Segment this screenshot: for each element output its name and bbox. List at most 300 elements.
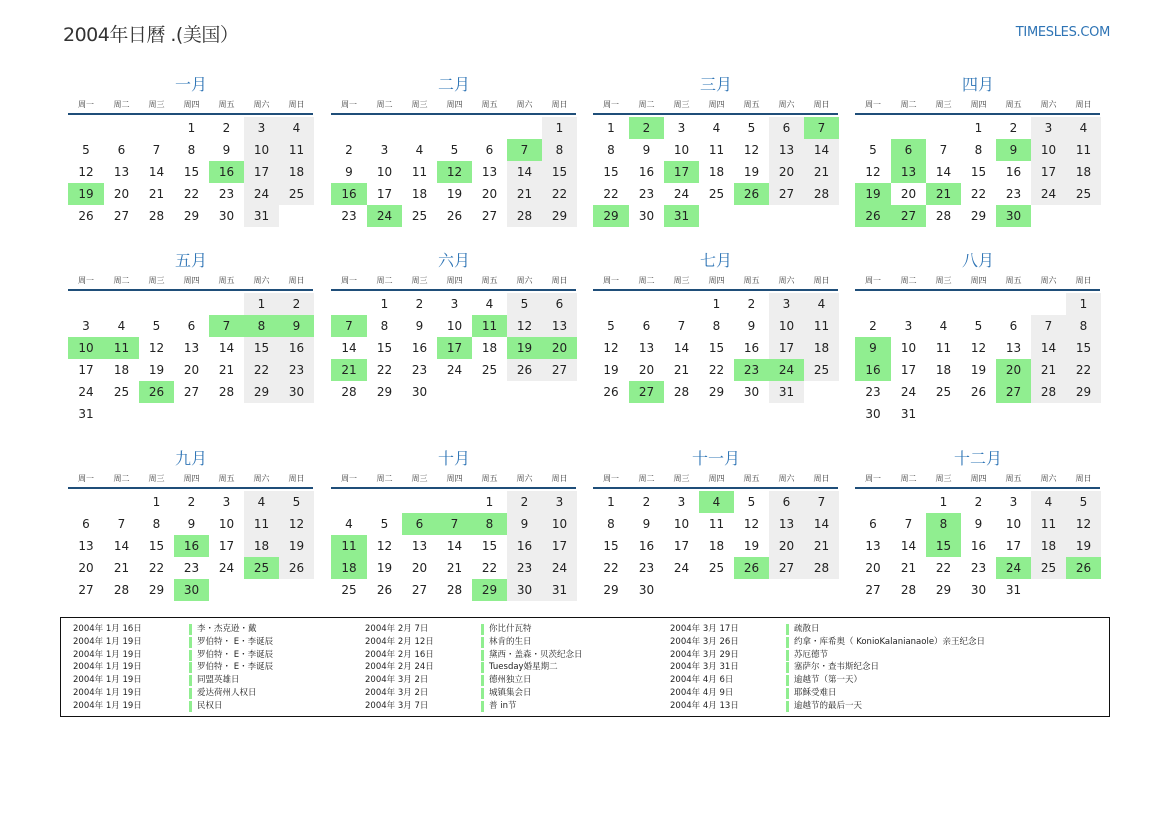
day-cell: 16 <box>638 539 655 553</box>
day-cell: 24 <box>673 187 690 201</box>
weekday-label: 周三 <box>148 100 165 109</box>
week-row <box>68 557 314 579</box>
day-cell: 31 <box>664 205 699 227</box>
day-cell: 9 <box>187 517 196 531</box>
day-cell: 21 <box>804 161 839 183</box>
month-11 <box>593 448 839 601</box>
weekday-label: 周四 <box>970 276 987 285</box>
week-row <box>593 337 839 359</box>
day-cell: 21 <box>900 561 917 575</box>
day-cell: 2 <box>507 491 542 513</box>
day-cell: 11 <box>279 139 314 161</box>
day-cell: 5 <box>152 319 161 333</box>
day-cell: 23 <box>341 209 357 223</box>
day-cell: 10 <box>673 143 690 157</box>
header-divider <box>331 113 576 115</box>
day-cell: 18 <box>804 337 839 359</box>
day-cell: 10 <box>1005 517 1022 531</box>
week-row <box>331 139 577 161</box>
holiday-marker <box>481 624 484 635</box>
month-name: 十二月 <box>953 449 1002 468</box>
weekday-label: 周四 <box>183 100 200 109</box>
brand-link[interactable]: TIMESLES.COM <box>1015 25 1110 40</box>
weekday-label: 周日 <box>1075 100 1092 109</box>
week-row <box>593 161 839 183</box>
day-cell: 29 <box>593 205 629 227</box>
empty-day-cell <box>926 403 961 425</box>
day-cell: 25 <box>279 183 314 205</box>
weekday-label: 周一 <box>603 276 619 285</box>
week-row <box>68 205 314 227</box>
weekday-label: 周三 <box>673 474 690 483</box>
day-cell: 22 <box>603 561 619 575</box>
week-row <box>855 403 1101 425</box>
weekday-label: 周六 <box>778 100 795 109</box>
holiday-marker <box>189 650 192 661</box>
holiday-date: 2004年 1月 19日 <box>73 700 142 711</box>
day-cell: 15 <box>1066 337 1101 359</box>
holiday-marker <box>189 688 192 699</box>
holiday-date: 2004年 1月 19日 <box>73 636 142 647</box>
empty-day-cell <box>961 293 996 315</box>
day-cell: 16 <box>209 161 244 183</box>
day-cell: 31 <box>769 381 804 403</box>
day-cell: 4 <box>244 491 279 513</box>
day-cell: 15 <box>970 165 987 179</box>
day-cell: 26 <box>78 209 94 223</box>
day-cell: 9 <box>974 517 983 531</box>
weekday-label: 周日 <box>813 100 830 109</box>
day-cell: 21 <box>1031 359 1066 381</box>
empty-day-cell <box>367 117 402 139</box>
day-cell: 11 <box>104 337 139 359</box>
weekday-label: 周一 <box>603 100 619 109</box>
weekday-label: 周一 <box>78 276 94 285</box>
day-cell: 2 <box>974 495 983 509</box>
day-cell: 18 <box>708 165 725 179</box>
day-cell: 5 <box>974 319 983 333</box>
day-cell: 29 <box>183 209 200 223</box>
day-cell: 25 <box>244 557 279 579</box>
day-cell: 6 <box>402 513 437 535</box>
week-row <box>331 161 577 183</box>
empty-day-cell <box>855 117 891 139</box>
holiday-row <box>61 687 273 700</box>
day-cell: 1 <box>607 121 615 135</box>
week-row <box>331 381 577 403</box>
holiday-marker <box>786 675 789 686</box>
day-cell: 2 <box>415 297 424 311</box>
weekday-label: 周四 <box>708 474 725 483</box>
day-cell: 17 <box>673 539 690 553</box>
holiday-row <box>658 700 985 713</box>
day-cell: 6 <box>642 319 651 333</box>
holiday-date: 2004年 4月 9日 <box>670 687 734 698</box>
empty-day-cell <box>402 491 437 513</box>
holiday-name: 约拿・库希奥（ KonioKalanianaole）亲王纪念日 <box>794 636 986 647</box>
holiday-marker <box>786 650 789 661</box>
holiday-marker <box>786 701 789 712</box>
day-cell: 25 <box>1031 557 1066 579</box>
empty-day-cell <box>68 293 104 315</box>
day-cell: 27 <box>629 381 664 403</box>
day-cell: 21 <box>331 359 367 381</box>
day-cell: 7 <box>677 319 686 333</box>
day-cell: 30 <box>279 381 314 403</box>
week-row <box>68 403 314 425</box>
empty-day-cell <box>279 403 314 425</box>
day-cell: 20 <box>769 535 804 557</box>
day-cell: 17 <box>244 161 279 183</box>
month-12 <box>855 448 1101 601</box>
day-cell: 3 <box>1009 495 1018 509</box>
weekday-label: 周二 <box>113 276 130 285</box>
day-cell: 11 <box>331 535 367 557</box>
holiday-column <box>658 623 985 713</box>
weekday-header <box>855 98 1101 112</box>
day-cell: 2 <box>642 495 651 509</box>
day-cell: 16 <box>174 535 209 557</box>
weekday-label: 周二 <box>900 100 917 109</box>
holiday-row <box>658 623 985 636</box>
holiday-date: 2004年 3月 7日 <box>365 700 429 711</box>
day-cell: 23 <box>638 561 655 575</box>
empty-day-cell <box>437 491 472 513</box>
empty-day-cell <box>629 293 664 315</box>
holiday-marker <box>786 662 789 673</box>
weekday-label: 周日 <box>551 474 568 483</box>
day-cell: 17 <box>218 539 235 553</box>
empty-day-cell <box>139 117 174 139</box>
day-cell: 16 <box>507 535 542 557</box>
day-cell: 14 <box>804 513 839 535</box>
weekday-label: 周五 <box>481 474 498 483</box>
day-cell: 4 <box>279 117 314 139</box>
day-cell: 8 <box>1066 315 1101 337</box>
day-cell: 12 <box>743 143 760 157</box>
week-row <box>855 337 1101 359</box>
day-cell: 9 <box>747 319 756 333</box>
day-cell: 9 <box>642 143 651 157</box>
day-cell: 5 <box>507 293 542 315</box>
weekday-label: 周三 <box>411 100 428 109</box>
holiday-marker <box>786 688 789 699</box>
day-cell: 22 <box>708 363 725 377</box>
day-cell: 27 <box>78 583 94 597</box>
day-cell: 27 <box>891 205 926 227</box>
day-cell: 11 <box>1066 139 1101 161</box>
day-cell: 17 <box>769 337 804 359</box>
day-cell: 2 <box>222 121 231 135</box>
day-cell: 23 <box>507 557 542 579</box>
day-cell: 10 <box>218 517 235 531</box>
day-cell: 2 <box>279 293 314 315</box>
empty-day-cell <box>891 491 926 513</box>
day-cell: 28 <box>446 583 463 597</box>
day-cell: 21 <box>507 183 542 205</box>
day-cell: 4 <box>699 491 734 513</box>
day-cell: 30 <box>174 579 209 601</box>
day-cell: 24 <box>1031 183 1066 205</box>
weekday-header <box>593 274 839 288</box>
day-cell: 24 <box>542 557 577 579</box>
week-row <box>593 205 839 227</box>
header-divider <box>68 487 313 489</box>
week-row <box>593 557 839 579</box>
day-cell: 7 <box>437 513 472 535</box>
month-name: 七月 <box>699 251 732 270</box>
month-name: 四月 <box>961 75 994 94</box>
day-cell: 10 <box>769 315 804 337</box>
day-cell: 17 <box>664 161 699 183</box>
day-cell: 19 <box>376 561 393 575</box>
day-cell: 30 <box>638 209 655 223</box>
day-cell: 26 <box>603 385 619 399</box>
day-cell: 18 <box>1031 535 1066 557</box>
holiday-marker <box>481 688 484 699</box>
day-cell: 13 <box>542 315 577 337</box>
empty-day-cell <box>593 293 629 315</box>
day-cell: 20 <box>996 359 1031 381</box>
empty-day-cell <box>437 117 472 139</box>
day-cell: 24 <box>900 385 917 399</box>
empty-day-cell <box>209 579 244 601</box>
month-4 <box>855 74 1101 227</box>
empty-day-cell <box>139 403 174 425</box>
holiday-name: 林肯的生日 <box>489 636 532 647</box>
day-cell: 1 <box>712 297 721 311</box>
day-cell: 24 <box>769 359 804 381</box>
empty-day-cell <box>139 293 174 315</box>
day-cell: 13 <box>769 139 804 161</box>
holiday-row <box>353 636 583 649</box>
week-row <box>331 491 577 513</box>
day-cell: 8 <box>712 319 721 333</box>
empty-day-cell <box>104 403 139 425</box>
day-cell: 22 <box>542 183 577 205</box>
day-cell: 3 <box>380 143 389 157</box>
weekday-label: 周一 <box>78 474 94 483</box>
week-row <box>68 315 314 337</box>
day-cell: 29 <box>542 205 577 227</box>
day-cell: 23 <box>638 187 655 201</box>
holiday-row <box>61 661 273 674</box>
day-cell: 1 <box>380 297 389 311</box>
empty-day-cell <box>699 579 734 601</box>
empty-day-cell <box>664 293 699 315</box>
week-row <box>68 183 314 205</box>
day-cell: 6 <box>187 319 196 333</box>
holiday-row <box>61 674 273 687</box>
week-row <box>331 359 577 381</box>
day-cell: 30 <box>507 579 542 601</box>
holiday-row <box>353 661 583 674</box>
day-cell: 22 <box>970 187 987 201</box>
header-divider <box>593 487 838 489</box>
month-10 <box>331 448 577 601</box>
day-cell: 1 <box>939 495 948 509</box>
weekday-header <box>593 98 839 112</box>
day-cell: 16 <box>411 341 428 355</box>
day-cell: 14 <box>218 341 235 355</box>
weekday-header <box>68 472 314 486</box>
month-name: 六月 <box>437 251 470 270</box>
day-cell: 25 <box>804 359 839 381</box>
day-cell: 12 <box>1066 513 1101 535</box>
day-cell: 25 <box>113 385 130 399</box>
day-cell: 7 <box>507 139 542 161</box>
empty-day-cell <box>174 293 209 315</box>
weekday-label: 周一 <box>341 100 357 109</box>
empty-day-cell <box>1031 293 1066 315</box>
day-cell: 12 <box>603 341 619 355</box>
empty-day-cell <box>279 205 314 227</box>
day-cell: 14 <box>804 139 839 161</box>
empty-day-cell <box>472 381 507 403</box>
weekday-label: 周六 <box>1040 276 1057 285</box>
weekday-label: 周二 <box>638 276 655 285</box>
weekday-label: 周三 <box>148 474 165 483</box>
week-row <box>855 513 1101 535</box>
week-row <box>593 381 839 403</box>
holiday-name: 普 in节 <box>489 700 517 711</box>
holiday-date: 2004年 3月 29日 <box>670 649 739 660</box>
day-cell: 23 <box>734 359 769 381</box>
weekday-label: 周五 <box>743 100 760 109</box>
day-cell: 16 <box>638 165 655 179</box>
empty-day-cell <box>174 403 209 425</box>
day-cell: 12 <box>970 341 987 355</box>
day-cell: 25 <box>935 385 952 399</box>
month-6 <box>331 250 577 403</box>
holiday-name: 爱达荷州人权日 <box>197 687 257 698</box>
empty-day-cell <box>104 117 139 139</box>
day-cell: 21 <box>218 363 235 377</box>
empty-day-cell <box>437 381 472 403</box>
day-cell: 20 <box>638 363 655 377</box>
holiday-row <box>658 649 985 662</box>
weekday-label: 周六 <box>778 276 795 285</box>
day-cell: 14 <box>507 161 542 183</box>
weekday-label: 周三 <box>148 276 165 285</box>
weekday-label: 周六 <box>253 276 270 285</box>
weekday-label: 周五 <box>1005 100 1022 109</box>
day-cell: 21 <box>148 187 165 201</box>
weekday-label: 周一 <box>603 474 619 483</box>
day-cell: 29 <box>1066 381 1101 403</box>
day-cell: 8 <box>607 517 615 531</box>
weekday-label: 周一 <box>341 276 357 285</box>
week-row <box>593 293 839 315</box>
day-cell: 24 <box>218 561 235 575</box>
day-cell: 9 <box>279 315 314 337</box>
day-cell: 1 <box>485 495 494 509</box>
holiday-date: 2004年 2月 12日 <box>365 636 434 647</box>
day-cell: 24 <box>78 385 94 399</box>
empty-day-cell <box>855 491 891 513</box>
day-cell: 7 <box>804 491 839 513</box>
weekday-label: 周六 <box>253 474 270 483</box>
day-cell: 5 <box>380 517 389 531</box>
holiday-row <box>353 674 583 687</box>
holiday-name: 罗伯特・ E・李诞辰 <box>197 636 274 647</box>
weekday-label: 周五 <box>1005 474 1022 483</box>
weekday-header <box>855 274 1101 288</box>
weekday-label: 周二 <box>113 474 130 483</box>
week-row <box>331 579 577 601</box>
weekday-label: 周一 <box>865 276 881 285</box>
week-row <box>68 293 314 315</box>
holiday-name: 罗伯特・ E・李诞辰 <box>197 649 274 660</box>
day-cell: 11 <box>1031 513 1066 535</box>
day-cell: 19 <box>855 183 891 205</box>
day-cell: 9 <box>507 513 542 535</box>
page-title: 2004年日曆 .(美国） <box>63 24 239 46</box>
day-cell: 23 <box>411 363 428 377</box>
weekday-label: 周六 <box>253 100 270 109</box>
weekday-label: 周四 <box>446 474 463 483</box>
day-cell: 7 <box>117 517 126 531</box>
day-cell: 27 <box>865 583 881 597</box>
empty-day-cell <box>1031 205 1066 227</box>
day-cell: 21 <box>804 535 839 557</box>
day-cell: 20 <box>900 187 917 201</box>
weekday-label: 周日 <box>1075 474 1092 483</box>
day-cell: 29 <box>376 385 393 399</box>
weekday-label: 周四 <box>970 100 987 109</box>
week-row <box>68 513 314 535</box>
day-cell: 9 <box>345 165 353 179</box>
holiday-marker <box>189 662 192 673</box>
empty-day-cell <box>104 293 139 315</box>
weekday-header <box>331 472 577 486</box>
day-cell: 29 <box>708 385 725 399</box>
day-cell: 19 <box>279 535 314 557</box>
day-cell: 10 <box>68 337 104 359</box>
day-cell: 26 <box>139 381 174 403</box>
header-divider <box>855 289 1100 291</box>
day-cell: 3 <box>450 297 459 311</box>
month-name: 五月 <box>174 251 207 270</box>
day-cell: 11 <box>411 165 428 179</box>
day-cell: 18 <box>279 161 314 183</box>
weekday-label: 周二 <box>638 474 655 483</box>
day-cell: 9 <box>642 517 651 531</box>
day-cell: 14 <box>113 539 130 553</box>
holiday-name: 逾越节的最后一天 <box>794 700 863 711</box>
week-row <box>331 117 577 139</box>
day-cell: 22 <box>481 561 498 575</box>
week-row <box>855 535 1101 557</box>
day-cell: 17 <box>542 535 577 557</box>
day-cell: 30 <box>970 583 987 597</box>
day-cell: 17 <box>1031 161 1066 183</box>
day-cell: 6 <box>82 517 90 531</box>
day-cell: 7 <box>804 117 839 139</box>
holiday-name: 逾越节（第一天） <box>794 675 863 686</box>
holiday-date: 2004年 3月 31日 <box>670 662 739 673</box>
weekday-label: 周五 <box>743 276 760 285</box>
month-name: 一月 <box>174 75 207 94</box>
empty-day-cell <box>996 293 1031 315</box>
day-cell: 25 <box>708 561 725 575</box>
day-cell: 18 <box>244 535 279 557</box>
weekday-label: 周三 <box>935 100 952 109</box>
empty-day-cell <box>1066 579 1101 601</box>
month-name: 十一月 <box>691 449 740 468</box>
week-row <box>855 293 1101 315</box>
day-cell: 26 <box>734 183 769 205</box>
